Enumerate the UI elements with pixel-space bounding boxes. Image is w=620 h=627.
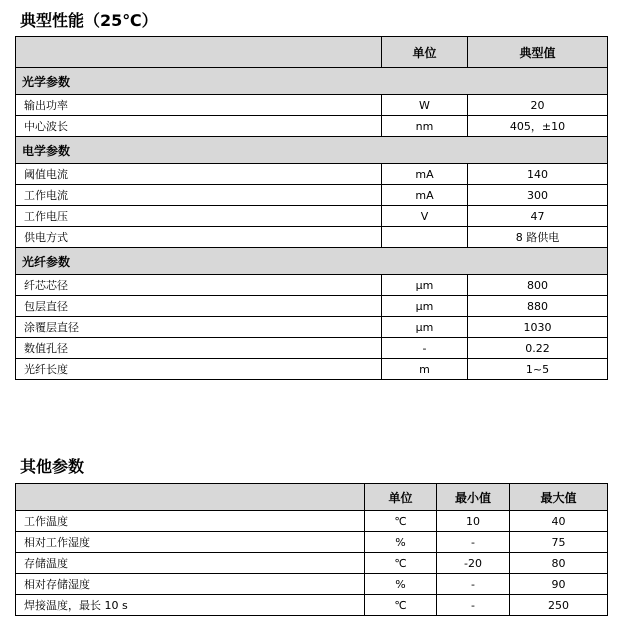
param-name: 存储温度 (16, 553, 365, 574)
table-header-row (16, 484, 608, 511)
param-max: 90 (510, 574, 608, 595)
table-row (16, 574, 608, 595)
param-value: 1~5 (468, 359, 608, 380)
param-value: 140 (468, 164, 608, 185)
param-unit: V (382, 206, 468, 227)
param-min: - (437, 595, 510, 616)
param-name: 涂覆层直径 (16, 317, 382, 338)
param-min: - (437, 574, 510, 595)
table-row (16, 338, 608, 359)
param-value: 300 (468, 185, 608, 206)
table-row (16, 116, 608, 137)
header-typical: 典型值 (468, 37, 608, 68)
param-name: 工作电流 (16, 185, 382, 206)
param-value: 1030 (468, 317, 608, 338)
param-name: 数值孔径 (16, 338, 382, 359)
table-row (16, 359, 608, 380)
table-row (16, 164, 608, 185)
table-row (16, 95, 608, 116)
param-name: 工作温度 (16, 511, 365, 532)
param-name: 包层直径 (16, 296, 382, 317)
header-min: 最小值 (437, 484, 510, 511)
param-unit: μm (382, 296, 468, 317)
section-row (16, 248, 608, 275)
header-unit: 单位 (365, 484, 437, 511)
table-row (16, 227, 608, 248)
table-row (16, 532, 608, 553)
header-blank (16, 37, 382, 68)
param-value: 8 路供电 (468, 227, 608, 248)
table-row (16, 553, 608, 574)
param-value: 47 (468, 206, 608, 227)
param-name: 纤芯芯径 (16, 275, 382, 296)
param-value: 20 (468, 95, 608, 116)
param-max: 40 (510, 511, 608, 532)
param-unit: mA (382, 164, 468, 185)
param-name: 供电方式 (16, 227, 382, 248)
param-value: 405，±10 (468, 116, 608, 137)
param-name: 阈值电流 (16, 164, 382, 185)
param-name: 相对存储湿度 (16, 574, 365, 595)
section-label: 光纤参数 (16, 248, 608, 275)
param-value: 0.22 (468, 338, 608, 359)
table-row (16, 185, 608, 206)
param-max: 250 (510, 595, 608, 616)
param-unit: nm (382, 116, 468, 137)
param-unit: μm (382, 275, 468, 296)
section-label: 电学参数 (16, 137, 608, 164)
param-value: 880 (468, 296, 608, 317)
param-unit: W (382, 95, 468, 116)
param-unit: % (365, 532, 437, 553)
page-title: 典型性能（25℃） (20, 11, 158, 30)
param-value: 800 (468, 275, 608, 296)
table-row (16, 511, 608, 532)
param-max: 75 (510, 532, 608, 553)
param-name: 工作电压 (16, 206, 382, 227)
other-params-table (15, 483, 608, 616)
header-unit: 单位 (382, 37, 468, 68)
section-row (16, 137, 608, 164)
table-row (16, 206, 608, 227)
table-row (16, 275, 608, 296)
param-min: -20 (437, 553, 510, 574)
param-name: 光纤长度 (16, 359, 382, 380)
section-label: 光学参数 (16, 68, 608, 95)
table-row (16, 296, 608, 317)
param-max: 80 (510, 553, 608, 574)
param-unit: - (382, 338, 468, 359)
param-name: 输出功率 (16, 95, 382, 116)
table-row (16, 595, 608, 616)
table-row (16, 317, 608, 338)
section-row (16, 68, 608, 95)
param-name: 相对工作湿度 (16, 532, 365, 553)
param-unit: ℃ (365, 595, 437, 616)
typical-performance-table (15, 36, 608, 380)
param-unit (382, 227, 468, 248)
param-name: 中心波长 (16, 116, 382, 137)
param-unit: mA (382, 185, 468, 206)
param-unit: μm (382, 317, 468, 338)
param-unit: ℃ (365, 511, 437, 532)
param-unit: % (365, 574, 437, 595)
header-blank (16, 484, 365, 511)
other-params-title: 其他参数 (20, 457, 85, 476)
param-min: 10 (437, 511, 510, 532)
param-min: - (437, 532, 510, 553)
param-unit: m (382, 359, 468, 380)
param-name: 焊接温度，最长 10 s (16, 595, 365, 616)
header-max: 最大值 (510, 484, 608, 511)
param-unit: ℃ (365, 553, 437, 574)
table-header-row (16, 37, 608, 68)
